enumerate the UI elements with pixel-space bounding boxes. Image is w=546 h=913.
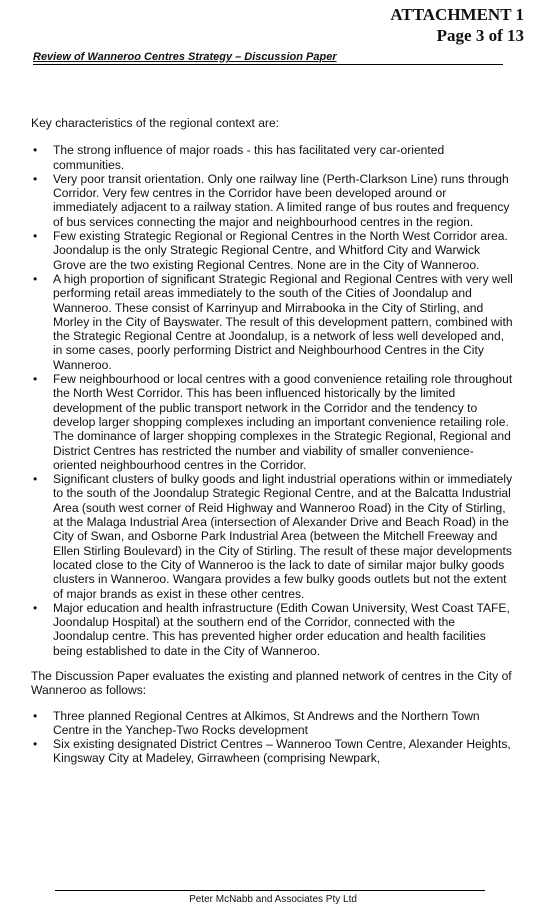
list-item <box>31 372 513 472</box>
list-item <box>31 143 513 172</box>
bullet-icon: • <box>33 229 38 244</box>
list-item-text: Very poor transit orientation. Only one railway line (Perth-Clarkson Line) runs through Corridor. Very few centres in the Corridor have been developed around or immediately adjacent to a railway station. A limited range of bus routes and frequency of bus services connecting the major and neighbourhood centres in the region. <box>53 171 510 229</box>
attachment-label: ATTACHMENT 1 <box>390 5 524 24</box>
outro-paragraph: The Discussion Paper evaluates the existing and planned network of centres in the City of Wanneroo as follows: <box>31 668 512 698</box>
list-item <box>31 709 513 738</box>
bullet-icon: • <box>33 271 38 286</box>
bullet-icon: • <box>33 737 38 752</box>
bullet-icon: • <box>33 171 38 186</box>
list-item-text: Three planned Regional Centres at Alkimos, St Andrews and the Northern Town Centre in the Yanchep-Two Rocks development <box>53 708 480 737</box>
document-body <box>31 116 513 766</box>
list-item <box>31 472 513 601</box>
bullet-icon: • <box>33 600 38 615</box>
list-item <box>31 272 513 372</box>
page-number: Page 3 of 13 <box>436 26 524 45</box>
centres-list <box>31 709 513 766</box>
list-item <box>31 601 513 658</box>
characteristics-list <box>31 143 513 658</box>
list-item-text: The strong influence of major roads - this has facilitated very car-oriented communities. <box>53 143 445 172</box>
bullet-icon: • <box>33 143 38 158</box>
list-item <box>31 172 513 229</box>
list-item <box>31 737 513 766</box>
bullet-icon: • <box>33 708 38 723</box>
list-item-text: Six existing designated District Centres – Wanneroo Town Centre, Alexander Heights, Kingsway City at Madeley, Girrawheen (comprising Newpark, <box>53 737 511 766</box>
intro-paragraph: Key characteristics of the regional context are: <box>31 116 280 130</box>
attachment-header <box>390 4 524 46</box>
list-item-text: Major education and health infrastructure (Edith Cowan University, West Coast TAFE, Joondalup Hospital) at the southern end of the Corridor, connected with the Joondalup centre. This has prevented higher order education and health facilities being established to date in the City of Wanneroo. <box>53 600 510 658</box>
list-item-text: Few neighbourhood or local centres with a good convenience retailing role throughout the North West Corridor. This has been influenced historically by the limited development of the public transport network in the Corridor and the tendency to develop larger shopping complexes including an important convenience retailing role. The dominance of larger shopping complexes in the Strategic Regional, Regional and District Centres has restricted the number and viability of smaller convenience-oriented neighbourhood centres in the Corridor. <box>53 372 513 472</box>
footer-text: Peter McNabb and Associates Pty Ltd <box>189 894 357 905</box>
list-item-text: Significant clusters of bulky goods and light industrial operations within or immediately to the south of the Joondalup Strategic Regional Centre, and at the Balcatta Industrial Area (south west corner of Reid Highway and Wanneroo Road) in the City of Stirling, at the Malaga Industrial Area (intersection of Alexander Drive and Beach Road) in the City of Swan, and Osborne Park Industrial Area (between the Mitchell Freeway and Ellen Stirling Boulevard) in the City of Stirling. The result of these major developments located close to the City of Wanneroo is the lack to date of similar major bulky goods clusters in Wanneroo. Wangara provides a few bulky goods outlets but not the extent of major brands as exist in these other centres. <box>53 472 513 601</box>
bullet-icon: • <box>33 372 38 387</box>
bullet-icon: • <box>33 472 38 487</box>
list-item <box>31 229 513 272</box>
header-divider <box>33 64 503 65</box>
running-title: Review of Wanneroo Centres Strategy – Discussion Paper <box>33 51 337 63</box>
list-item-text: A high proportion of significant Strategic Regional and Regional Centres with very well performing retail areas immediately to the south of the Cities of Joondalup and Wanneroo. These consist of Karrinyup and Mirrabooka in the City of Stirling, and Morley in the City of Bayswater. The result of this development pattern, combined with the Strategic Regional Centre at Joondalup, is a network of less well developed and, in some cases, poorly performing District and Neighbourhood Centres in the City Wanneroo. <box>53 271 513 372</box>
list-item-text: Few existing Strategic Regional or Regional Centres in the North West Corridor area. Joondalup is the only Strategic Regional Centre, and Whitford City and Warwick Grove are the two existing Regional Centres. None are in the City of Wanneroo. <box>53 229 508 272</box>
footer-divider <box>55 890 485 891</box>
